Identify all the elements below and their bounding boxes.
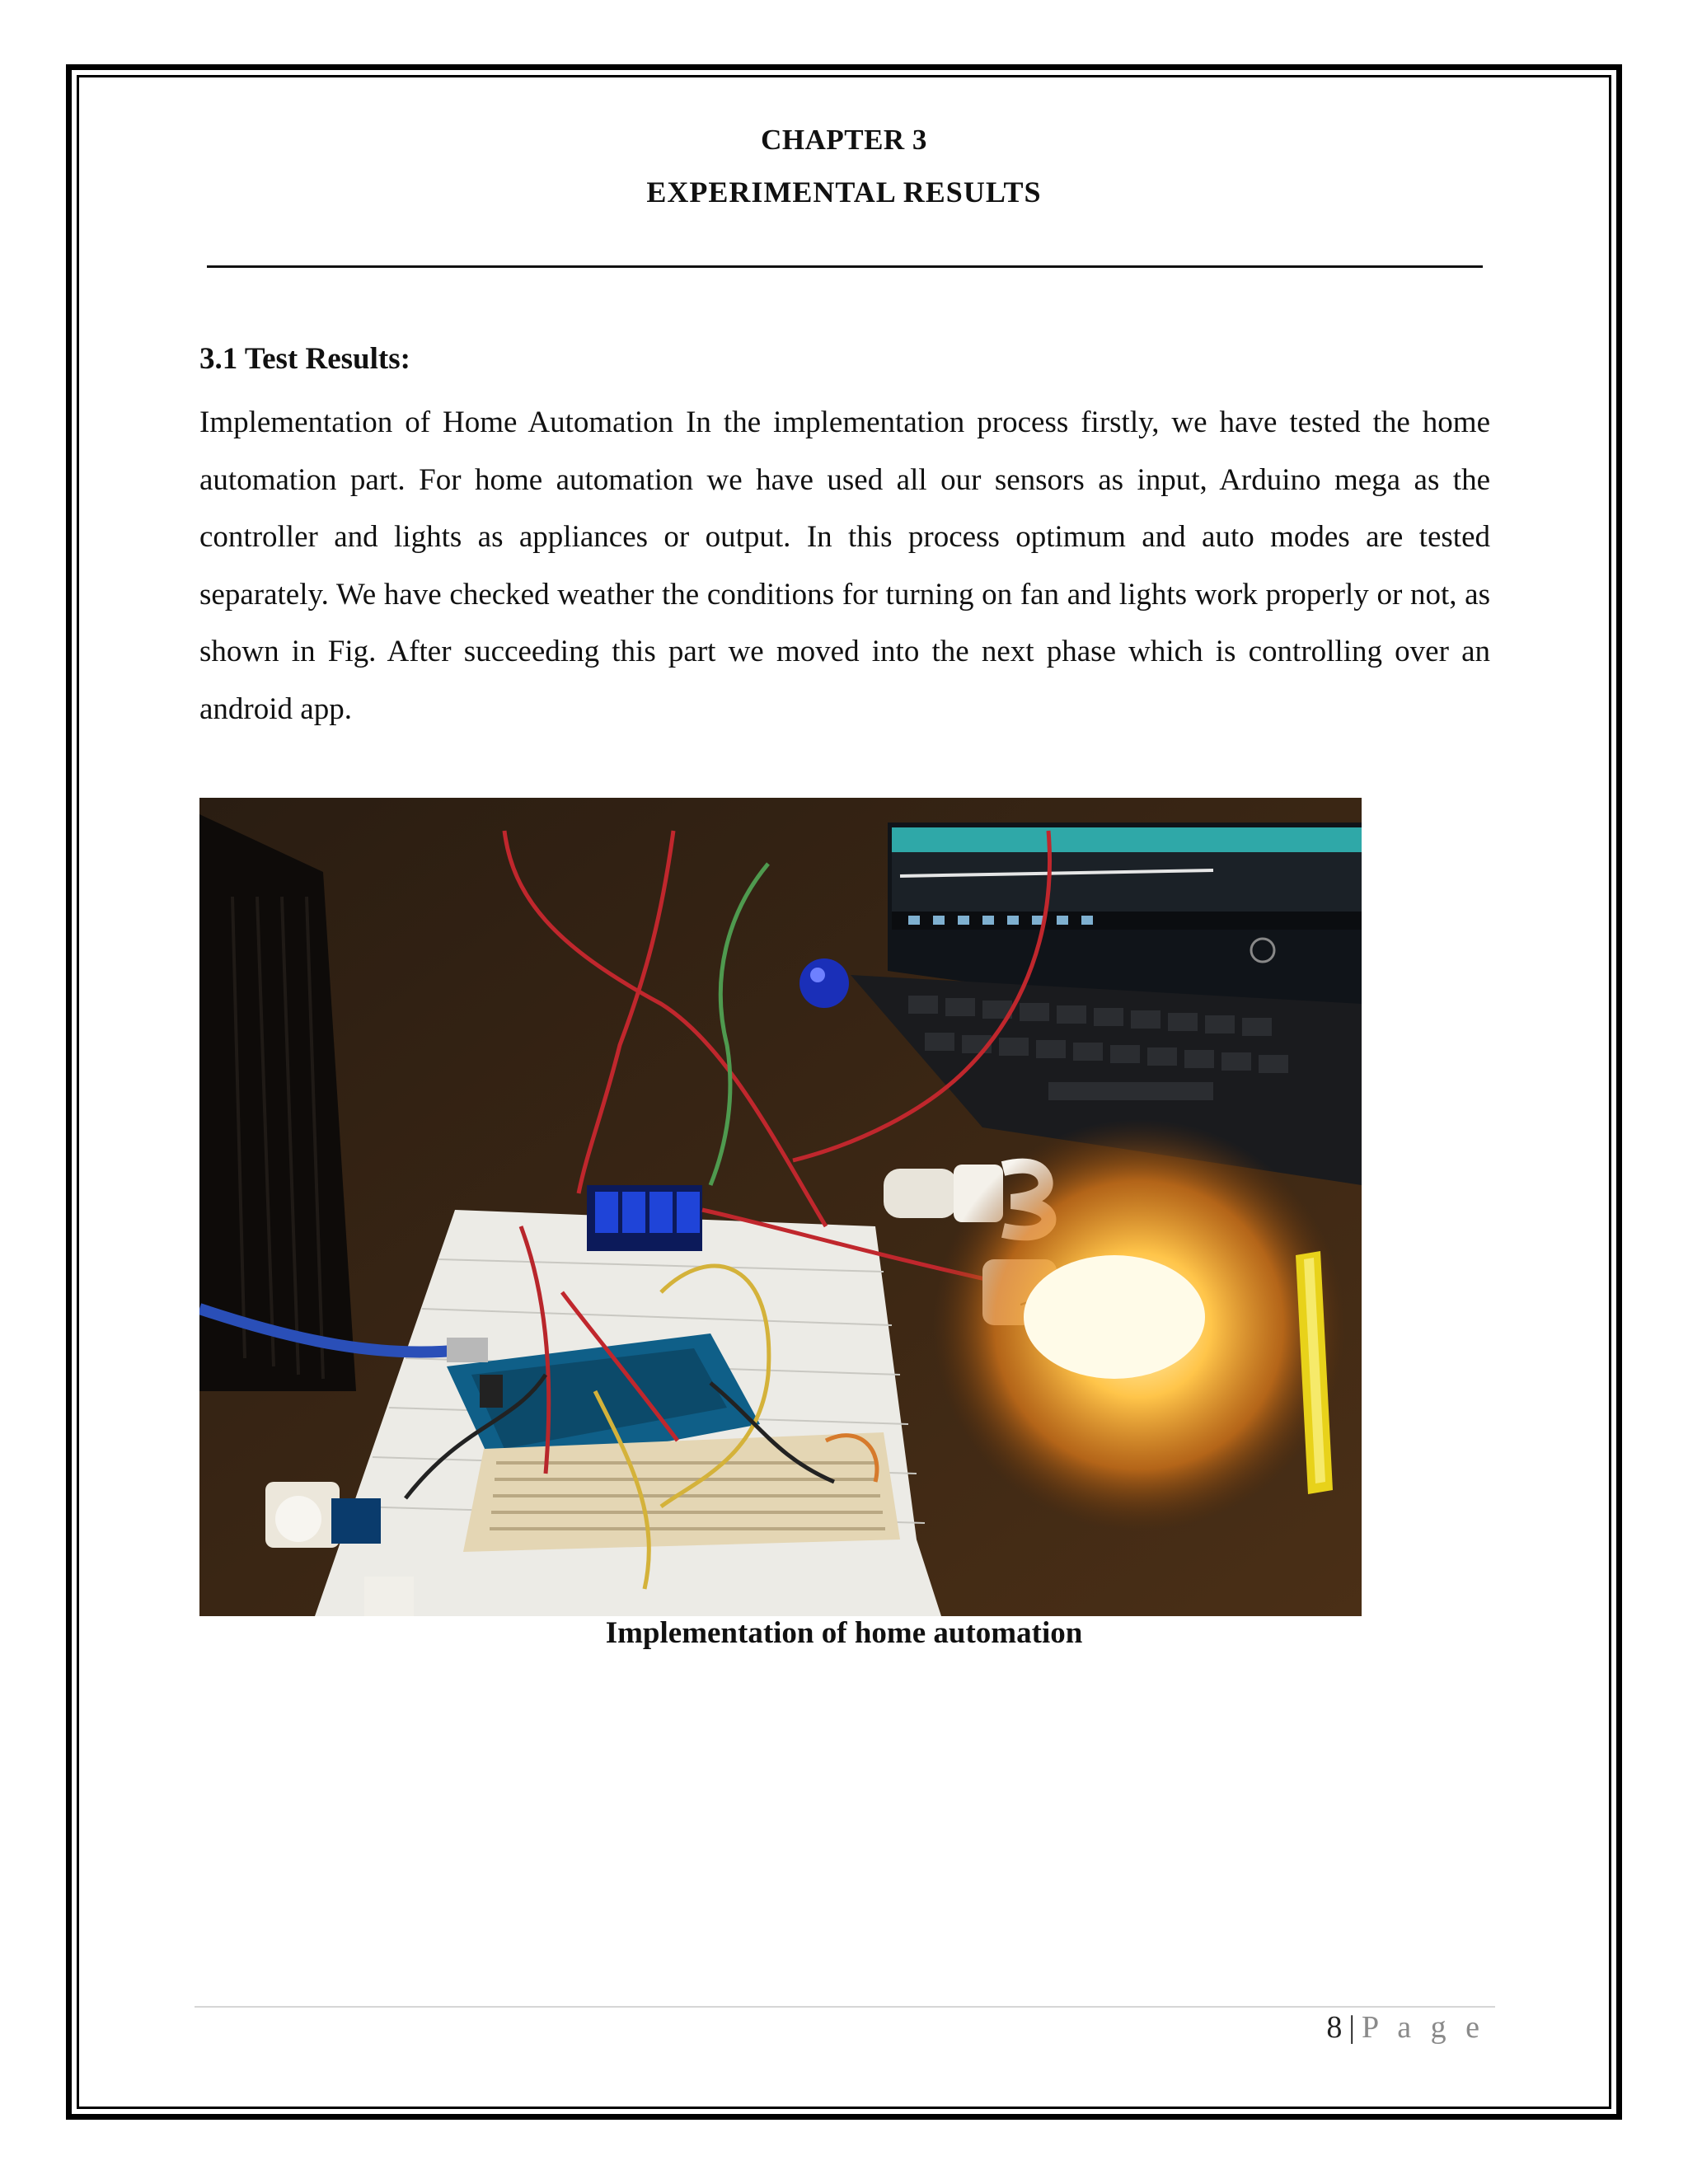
chapter-title: EXPERIMENTAL RESULTS [646,176,1042,209]
page-number: 8 [1326,2010,1343,2045]
page-separator: | [1348,2010,1356,2045]
footer-divider [195,2006,1495,2008]
section-heading: 3.1 Test Results: [199,342,410,376]
page-number-footer [1326,2009,1485,2046]
chapter-label: CHAPTER 3 [761,124,927,156]
section-body-text: Implementation of Home Automation In the implementation process firstly, we have tested the home automation part. For home automation we have used all our sensors as input, Arduino mega as the controller and lights as appliances or output. In this process optimum and auto modes are tested separately. We have checked weather the conditions for turning on fan and lights work properly or not, as shown in Fig. After succeeding this part we moved into the next phase which is controlling over an android app. [199,405,1490,726]
figure-caption: Implementation of home automation [605,1616,1083,1650]
header-divider [207,265,1483,268]
page-word: P a g e [1362,2010,1485,2045]
implementation-photo [199,798,1362,1616]
